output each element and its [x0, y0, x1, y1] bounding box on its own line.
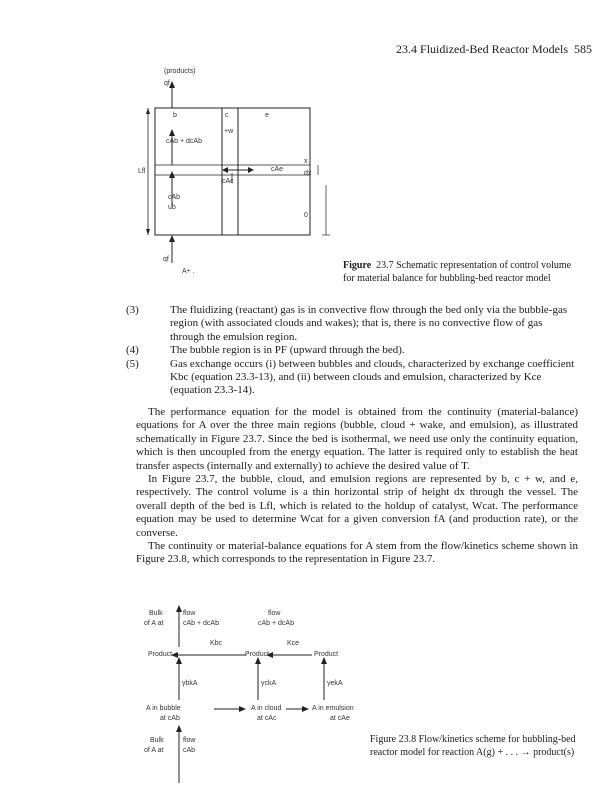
label-a-in-cloud: A in cloud	[251, 705, 282, 712]
label-cab-dcab: cAb + dcAb	[183, 620, 219, 627]
list-item: (3) The fluidizing (reactant) gas is in convective flow through the bed only via the bubble-gas region (with associated clouds and wakes); that is, there is no convective flow of gas through the emulsion region.	[126, 304, 568, 343]
label-cab-plus: cAb + dcAb	[166, 138, 202, 145]
label-at-cac: at cAc	[257, 715, 277, 722]
paragraph: The performance equation for the model is obtained from the continuity (material-balance) equations for A over the three main regions (bubble, cloud + wake, and emulsion), as illustrated schematically in Figure 23.7. Since the bed is isothermal, we need use only the continuity equation, which is then uncoupled from the energy equation. The latter is required only to establish the heat transfer aspects (internally and externally) to achieve the desired value of T.	[136, 406, 578, 472]
label-cab-dcab-2: cAb + dcAb	[258, 620, 294, 627]
label-cae: cAe	[271, 166, 284, 173]
label-plus-w: +w	[224, 128, 234, 135]
figure-23-8-diagram	[136, 605, 376, 785]
label-flow-bottom: flow	[183, 737, 196, 744]
caption-label: Figure	[343, 260, 372, 271]
label-ub: ub	[168, 204, 176, 211]
label-a-in-emulsion: A in emulsion	[312, 705, 354, 712]
header-section: 23.4 Fluidized-Bed Reactor Models	[396, 42, 568, 56]
label-flow-top-right: flow	[268, 610, 281, 617]
label-a-in-bubble: A in bubble	[146, 705, 181, 712]
label-kbc: Kbc	[210, 640, 223, 647]
label-cab-bottom: cAb	[183, 747, 196, 754]
label-cab: cAb	[168, 194, 181, 201]
assumption-list	[126, 304, 578, 398]
figure-23-7-caption	[343, 259, 578, 285]
label-product-left: Product	[148, 651, 173, 658]
header-page-number: 585	[574, 42, 592, 56]
label-region-c: c	[225, 112, 229, 119]
body-text	[136, 406, 578, 567]
label-bulk-top-1: Bulk	[149, 610, 163, 617]
label-at-cab: at cAb	[160, 715, 180, 722]
label-zero: 0	[304, 212, 308, 219]
label-lfl: Lfl	[138, 168, 146, 175]
list-item: (5) Gas exchange occurs (i) between bubbles and clouds, characterized by exchange coefficient Kbc (equation 23.3-13), and (ii) between clouds and emulsion, characterized by Kce (equation 23.3-14).	[126, 357, 575, 397]
label-product-right: Product	[314, 651, 339, 658]
label-gamma-c: γckA	[261, 680, 277, 687]
label-product-mid: Product	[245, 651, 270, 658]
list-item: (4) The bubble region is in PF (upward through the bed).	[126, 344, 405, 357]
label-bulk-top-2: of A at	[144, 620, 164, 627]
label-q-top: qf	[164, 80, 170, 87]
label-gamma-b: γbkA	[182, 680, 198, 687]
label-cac: cAc	[222, 178, 234, 185]
label-a-in: A+ .	[182, 268, 195, 275]
label-gamma-e: γekA	[327, 680, 343, 687]
label-x: x	[304, 158, 308, 165]
label-at-cae: at cAe	[330, 715, 350, 722]
label-dx: dx	[304, 170, 312, 177]
label-q-bottom: qf	[163, 256, 169, 263]
caption-number: 23.7	[376, 260, 394, 271]
label-region-e: e	[265, 112, 269, 119]
label-bulk-bottom-2: of A at	[144, 747, 164, 754]
label-flow-top: flow	[183, 610, 196, 617]
caption-text: Schematic representation of control volume for material balance for bubbling-bed reactor model	[343, 260, 572, 284]
label-kce: Kce	[287, 640, 300, 647]
figure-23-8-caption: Figure 23.8 Flow/kinetics scheme for bubbling-bed reactor model for reaction A(g) + . . . → product(s)	[370, 734, 576, 758]
running-header	[0, 42, 592, 57]
label-bulk-bottom-1: Bulk	[150, 737, 164, 744]
paragraph: The continuity or material-balance equations for A stem from the flow/kinetics scheme shown in Figure 23.8, which corresponds to the representation in Figure 23.7.	[136, 540, 578, 566]
label-products: (products)	[164, 68, 196, 75]
label-region-b: b	[173, 112, 177, 119]
paragraph: In Figure 23.7, the bubble, cloud, and emulsion regions are represented by b, c + w, and e, respectively. The control volume is a thin horizontal strip of height dx through the vessel. The overall depth of the bed is Lfl, which is related to the holdup of catalyst, Wcat. The performance equation may be used to determine Wcat for a given conversion fA (and production rate), or the converse.	[136, 473, 578, 539]
